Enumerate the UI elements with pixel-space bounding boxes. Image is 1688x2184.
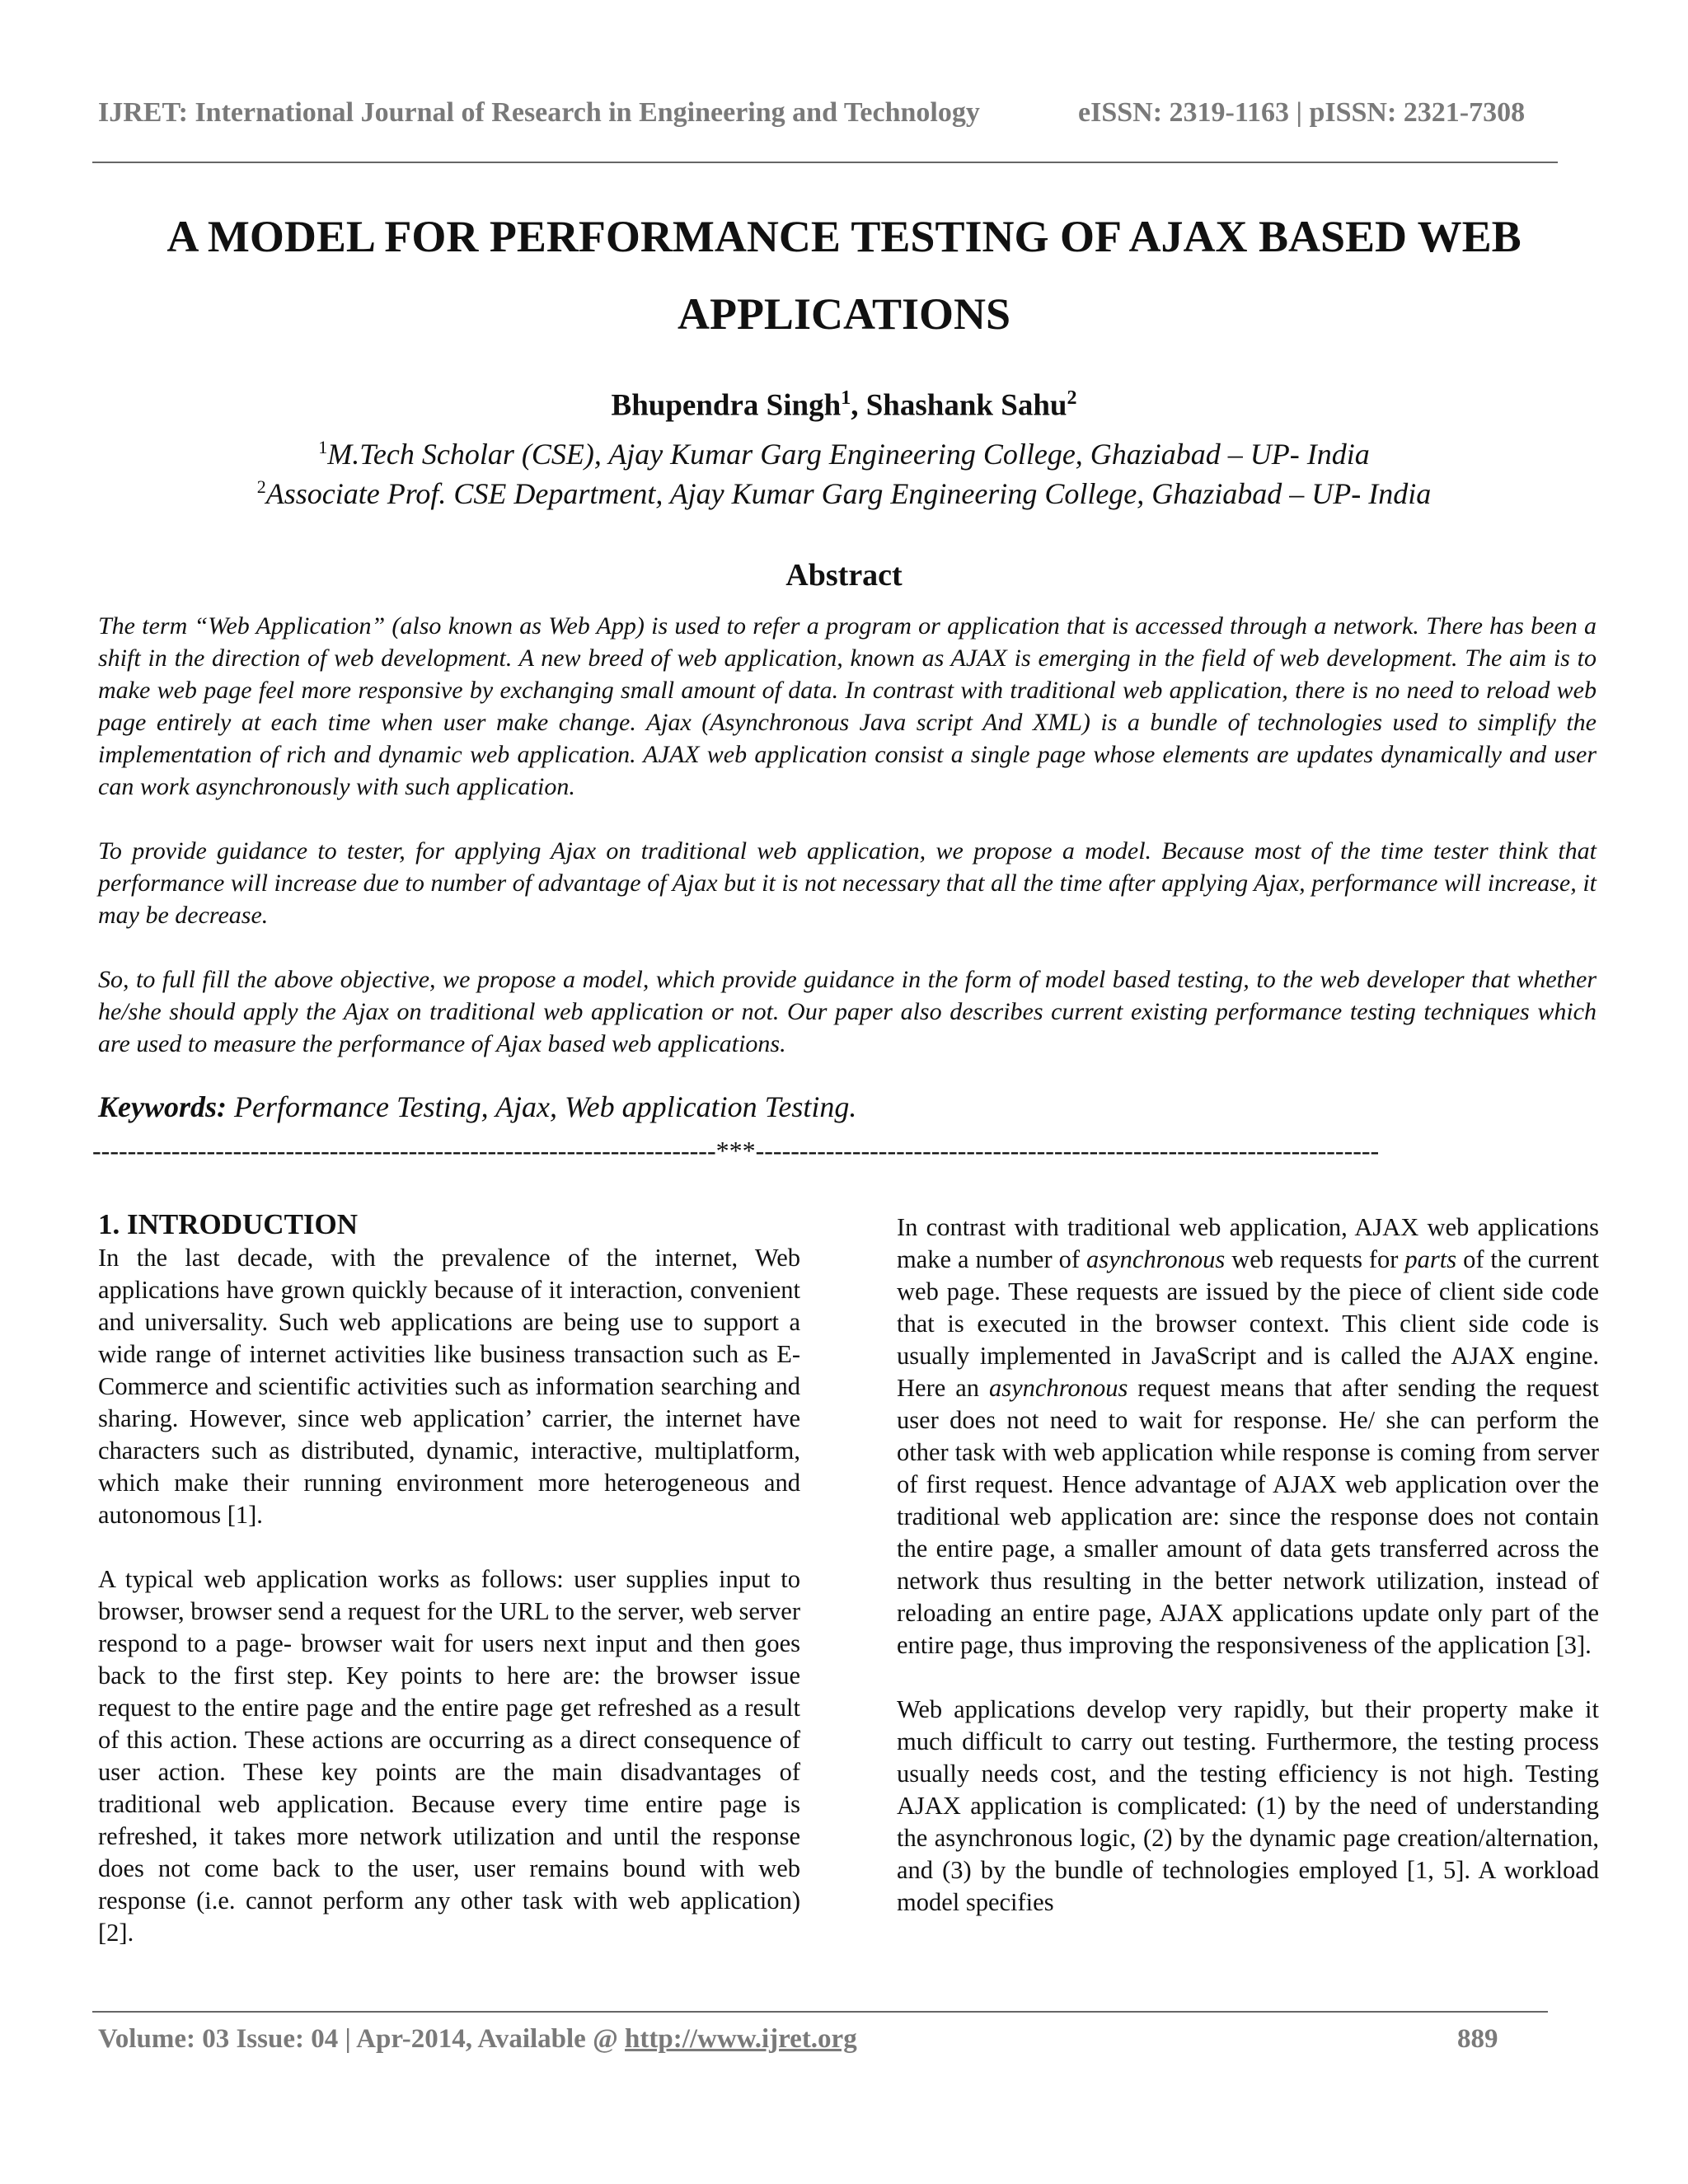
keywords-label: Keywords: — [98, 1090, 227, 1123]
footer-volume — [98, 2024, 857, 2055]
right-column — [897, 1212, 1599, 1919]
page-number: 889 — [1457, 2024, 1498, 2054]
keywords — [98, 1090, 856, 1124]
abstract-paragraph-1: The term “Web Application” (also known as Web App) is used to refer a program or application that is accessed through a network. There has been a shift in the direction of web development. A new breed of web application, known as AJAX is emerging in the field of web development. The aim is to make web page feel more responsive by exchanging small amount of data. In contrast with traditional web application, there is no need to reload web page entirely at each time when user make change. Ajax (Asynchronous Java script And XML) is a bundle of technologies used to simplify the implementation of rich and dynamic web application. AJAX web application consist a single page whose elements are updates dynamically and user can work asynchronously with such application. — [98, 612, 1597, 800]
intro-paragraph-2: A typical web application works as follows: user supplies input to browser, browser send a request for the URL to the server, web server respond to a page- browser wait for users next input and then goes back to the first step. Key points to here are: the browser issue request to the entire page and the entire page get refreshed as a result of this action. These actions are occurring as a direct consequence of user action. These key points are the main disadvantages of traditional web application. Because every time entire page is refreshed, it takes more network utilization and until the response does not come back to the user, user remains bound with web response (i.e. cannot perform any other task with web application) [2]. — [98, 1565, 800, 1947]
section-separator: -----------------------------------------------------------------------***----------------------------------------------------------------------- — [92, 1136, 1380, 1165]
header-rule — [92, 162, 1558, 163]
author-2: Shashank Sahu — [865, 388, 1067, 423]
affiliation-1-text: M.Tech Scholar (CSE), Ajay Kumar Garg Engineering College, Ghaziabad – UP- India — [327, 438, 1370, 471]
authors — [0, 387, 1688, 423]
affiliation-2 — [0, 476, 1688, 511]
affiliation-2-sup: 2 — [256, 476, 266, 497]
keywords-text: Performance Testing, Ajax, Web application Testing. — [227, 1090, 857, 1123]
author-separator: , — [851, 388, 866, 423]
left-column — [98, 1208, 800, 1949]
intro-paragraph-1: In the last decade, with the prevalence of the internet, Web applications have grown quickly because of it interaction, convenient and universality. Such web applications are being use to support a wide range of internet activities like business transaction such as E-Commerce and scientific activities such as information searching and sharing. However, since web application’ carrier, the internet have characters such as distributed, dynamic, interactive, multiplatform, which make their running environment more heterogeneous and autonomous [1]. — [98, 1244, 800, 1529]
affiliation-2-text: Associate Prof. CSE Department, Ajay Kumar Garg Engineering College, Ghaziabad – UP- India — [265, 477, 1432, 510]
footer-rule — [92, 2011, 1548, 2013]
section-heading-introduction: 1. INTRODUCTION — [98, 1208, 359, 1240]
affiliation-1-sup: 1 — [318, 437, 328, 457]
abstract-paragraph-3: So, to full fill the above objective, we propose a model, which provide guidance in the form of model based testing, to the web developer that whether he/she should apply the Ajax on traditional web application or not. Our paper also describes current existing performance testing techniques which are used to measure the performance of Ajax based web applications. — [98, 966, 1597, 1057]
footer-volume-text: Volume: 03 Issue: 04 | Apr-2014, Available @ — [98, 2024, 626, 2054]
issn-info: eISSN: 2319-1163 | pISSN: 2321-7308 — [1078, 97, 1526, 128]
author-1: Bhupendra Singh — [611, 388, 842, 423]
abstract-paragraph-2: To provide guidance to tester, for applying Ajax on traditional web application, we propose a model. Because most of the time tester think that performance will increase due to number of advantage of Ajax but it is not necessary that all the time after applying Ajax, performance will increase, it may be decrease. — [98, 837, 1597, 929]
affiliation-1 — [0, 437, 1688, 471]
journal-name: IJRET: International Journal of Research in Engineering and Technology — [98, 97, 980, 128]
intro-paragraph-4: Web applications develop very rapidly, but their property make it much difficult to carry out testing. Furthermore, the testing process usually needs cost, and the testing efficiency is not high. Testing AJAX application is complicated: (1) by the need of understanding the asynchronous logic, (2) by the dynamic page creation/alternation, and (3) by the bundle of technologies employed [1, 5]. A workload model specifies — [897, 1695, 1599, 1916]
author-1-sup: 1 — [841, 387, 851, 409]
paper-title: A MODEL FOR PERFORMANCE TESTING OF AJAX BASED WEB APPLICATIONS — [166, 212, 1522, 339]
abstract-heading: Abstract — [785, 558, 903, 593]
author-2-sup: 2 — [1067, 387, 1077, 409]
intro-paragraph-3: In contrast with traditional web application, AJAX web applications make a number of asynchronous web requests for parts of the current web page. These requests are issued by the piece of client side code that is executed in the browser context. This client side code is usually implemented in JavaScript and is called the AJAX engine. Here an asynchronous request means that after sending the request user does not need to wait for response. He/ she can perform the other task with web application while response is coming from server of first request. Hence advantage of AJAX web application over the traditional web application are: since the response does not contain the entire page, a smaller amount of data gets transferred across the network thus resulting in the better network utilization, instead of reloading an entire page, AJAX applications update only part of the entire page, thus improving the responsiveness of the application [3]. — [897, 1213, 1600, 1659]
journal-url-link[interactable]: http://www.ijret.org — [625, 2024, 857, 2054]
